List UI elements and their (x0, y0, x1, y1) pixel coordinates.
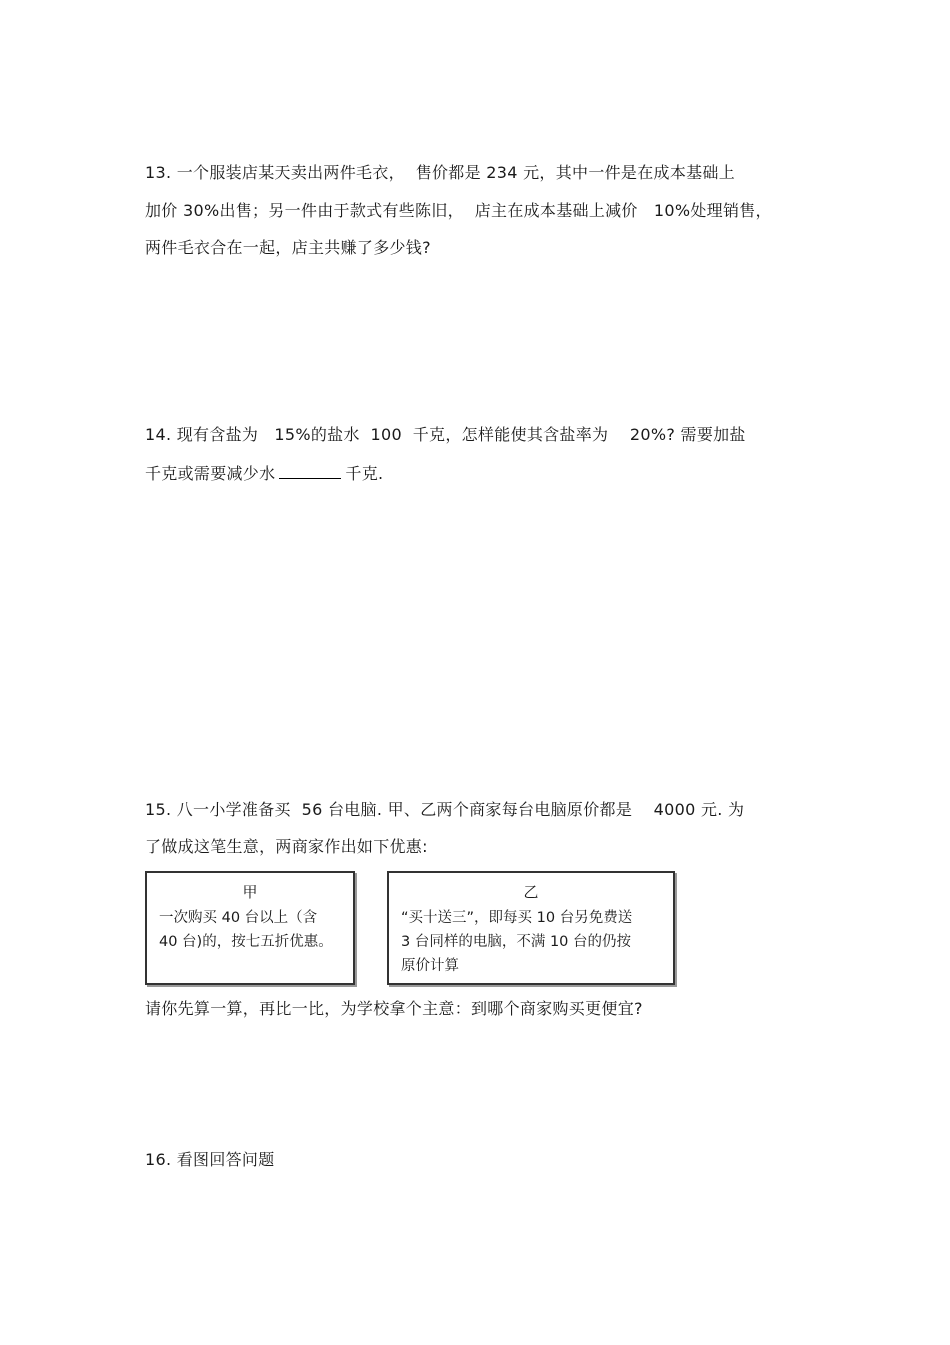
q13-line-1: 13. 一个服装店某天卖出两件毛衣， 售价都是 234 元，其中一件是在成本基础上 (145, 163, 736, 182)
q15-line-2: 了做成这笔生意，两商家作出如下优惠: (145, 837, 428, 856)
offer-box-b-line: “买十送三”，即每买 10 台另免费送 (401, 910, 633, 926)
q15-line-1: 15. 八一小学准备买 56 台电脑. 甲、乙两个商家每台电脑原价都是 4000 元. 为 (145, 800, 745, 819)
q14-line-1: 14. 现有含盐为 15%的盐水 100 千克，怎样能使其含盐率为 20%? 需要加盐 (145, 425, 746, 444)
q14-text-a: 千克或需要减少水 (145, 464, 276, 483)
offer-box-b-line: 原价计算 (401, 958, 459, 974)
q15-line-3: 请你先算一算，再比一比，为学校拿个主意：到哪个商家购买更便宜? (145, 999, 643, 1018)
offer-box-b (387, 871, 675, 985)
q13-line-3: 两件毛衣合在一起，店主共赚了多少钱? (145, 238, 431, 257)
offer-box-b-line: 3 台同样的电脑，不满 10 台的仍按 (401, 934, 632, 950)
offer-box-b-title: 乙 (523, 883, 539, 901)
offer-box-a (145, 871, 355, 985)
q14-line-2 (145, 464, 383, 484)
q14-text-b: 千克. (345, 464, 384, 483)
offer-box-a-line: 一次购买 40 台以上（含 (159, 910, 318, 926)
offer-box-a-title: 甲 (242, 883, 258, 901)
offer-box-a-line: 40 台)的，按七五折优惠。 (159, 934, 333, 950)
q13-line-2: 加价 30%出售；另一件由于款式有些陈旧， 店主在成本基础上减价 10%处理销售， (145, 201, 772, 220)
answer-blank (279, 464, 341, 479)
q16-line-1: 16. 看图回答问题 (145, 1150, 275, 1169)
